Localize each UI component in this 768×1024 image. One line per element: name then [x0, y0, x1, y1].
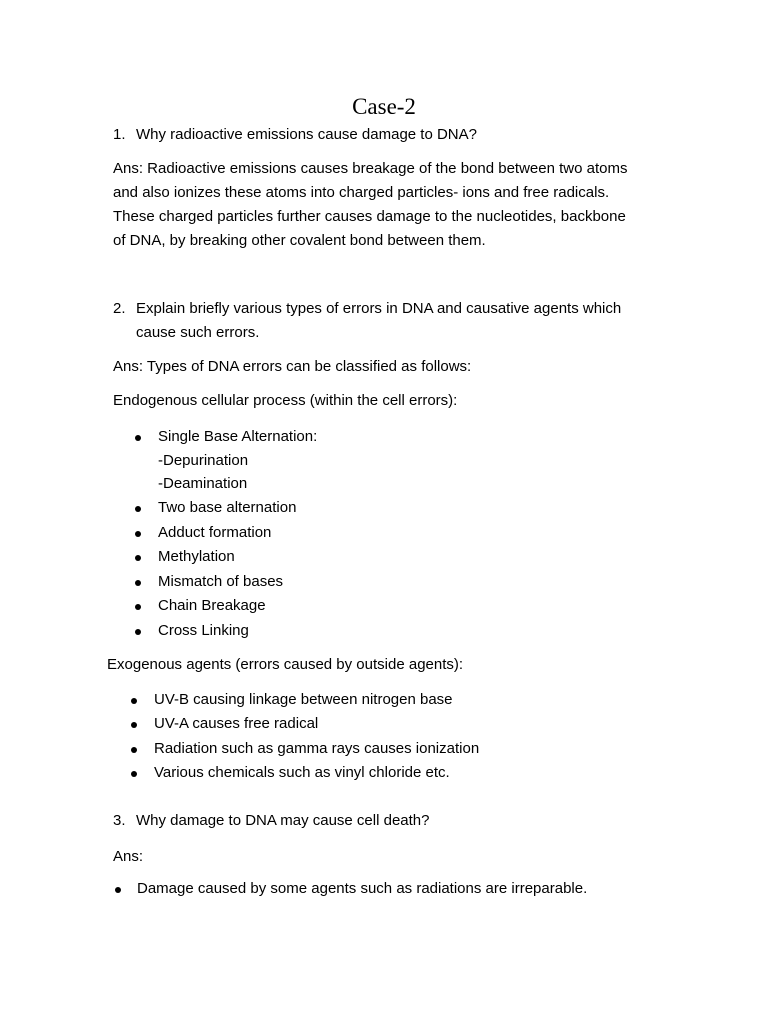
bullet-icon — [135, 604, 141, 610]
list-item: Cross Linking — [158, 622, 249, 639]
list-subitem: -Depurination — [158, 452, 249, 469]
endogenous-heading: Endogenous cellular process (within the cell errors): — [113, 392, 458, 409]
list-item: Two base alternation — [158, 499, 297, 516]
question-2-line-2: cause such errors. — [136, 324, 260, 341]
answer-2-intro: Ans: Types of DNA errors can be classified as follows: — [113, 358, 472, 375]
list-item: Radiation such as gamma rays causes ionization — [154, 740, 480, 757]
question-1-number: 1. — [113, 126, 126, 143]
exogenous-heading: Exogenous agents (errors caused by outside agents): — [107, 656, 464, 673]
question-1-text: Why radioactive emissions cause damage to DNA? — [136, 126, 477, 143]
list-item: UV-A causes free radical — [154, 715, 319, 732]
question-3-text: Why damage to DNA may cause cell death? — [136, 812, 430, 829]
answer-1-line-3: These charged particles further causes damage to the nucleotides, backbone — [113, 208, 626, 225]
bullet-icon — [131, 722, 137, 728]
list-item: Damage caused by some agents such as radiations are irreparable. — [137, 880, 588, 897]
list-subitem: -Deamination — [158, 475, 248, 492]
list-item: Various chemicals such as vinyl chloride etc. — [154, 764, 450, 781]
bullet-icon — [135, 435, 141, 441]
question-2-number: 2. — [113, 300, 126, 317]
bullet-icon — [131, 771, 137, 777]
list-item: Single Base Alternation: — [158, 428, 318, 445]
answer-1-line-1: Ans: Radioactive emissions causes breakage of the bond between two atoms — [113, 160, 628, 177]
answer-1-line-4: of DNA, by breaking other covalent bond between them. — [113, 232, 486, 249]
answer-3-label: Ans: — [113, 848, 144, 865]
list-item: Methylation — [158, 548, 235, 565]
bullet-icon — [135, 506, 141, 512]
bullet-icon — [135, 531, 141, 537]
page-title: Case-2 — [352, 94, 416, 119]
list-item: Adduct formation — [158, 524, 272, 541]
question-2-line-1: Explain briefly various types of errors in DNA and causative agents which — [136, 300, 622, 317]
list-item: Chain Breakage — [158, 597, 266, 614]
question-3-number: 3. — [113, 812, 126, 829]
list-item: UV-B causing linkage between nitrogen base — [154, 691, 453, 708]
bullet-icon — [131, 747, 137, 753]
bullet-icon — [131, 698, 137, 704]
bullet-icon — [135, 629, 141, 635]
bullet-icon — [115, 887, 121, 893]
list-item: Mismatch of bases — [158, 573, 284, 590]
bullet-icon — [135, 580, 141, 586]
answer-1-line-2: and also ionizes these atoms into charged particles- ions and free radicals. — [113, 184, 610, 201]
bullet-icon — [135, 555, 141, 561]
